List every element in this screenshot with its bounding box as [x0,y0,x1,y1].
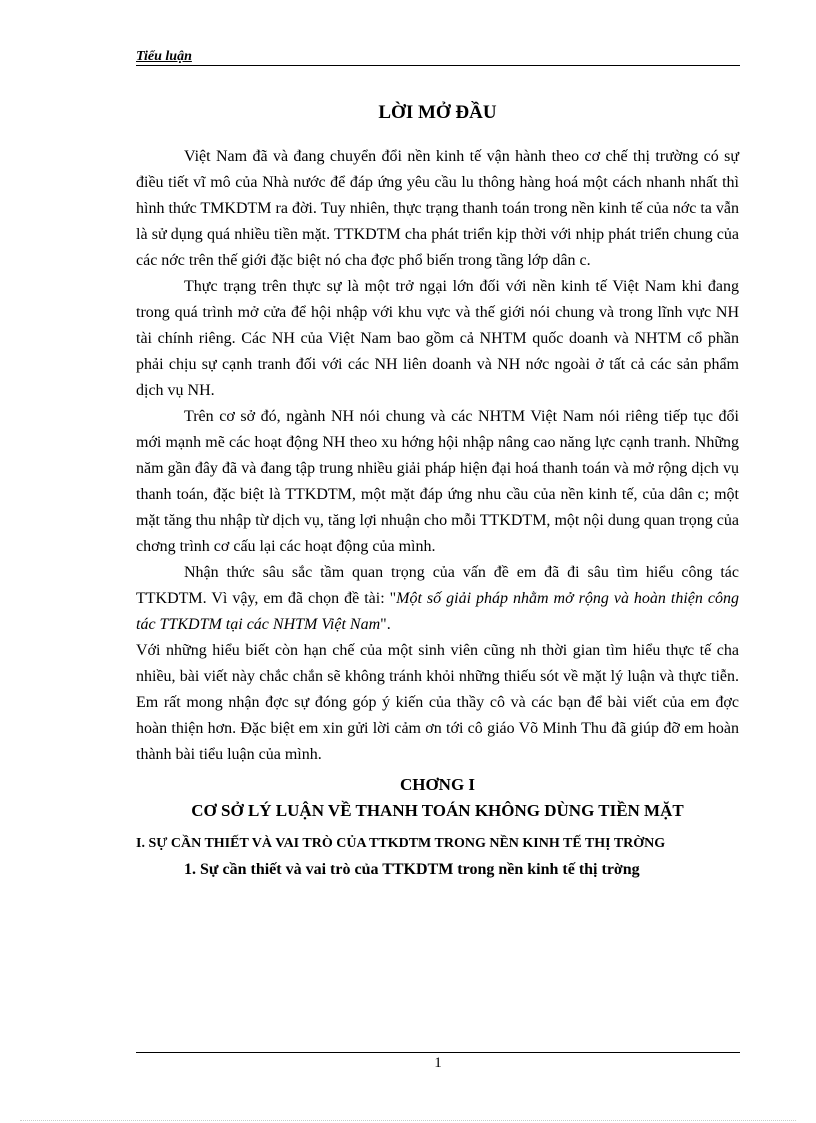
paragraph-4-lead: Nhận thức sâu sắc tầm quan trọng của vấn đề em đã đi sâu tìm hiểu công tác TTKDTM. Vì vậy, em đã chọn đề tài: " [136,564,739,607]
section-heading: I. SỰ CẦN THIẾT VÀ VAI TRÒ CỦA TTKDTM TRONG NỀN KINH TẾ THỊ TRỜNG [136,836,666,851]
page-bottom-border [20,1120,796,1121]
paragraph-3: Trên cơ sở đó, ngành NH nói chung và các NHTM Việt Nam nói riêng tiếp tục đổi mới mạnh mẽ các hoạt động NH theo xu hớng hội nhập nâng cao năng lực cạnh tranh. Những năm gần đây đã và đang tập trung nhiều giải pháp hiện đại hoá thanh toán và mở rộng dịch vụ thanh toán, đặc biệt là TTKDTM, một mặt đáp ứng nhu cầu của nền kinh tế, của dân c; một mặt tăng thu nhập từ dịch vụ, tăng lợi nhuận cho mỗi TTKDTM, một nội dung quan trọng của chơng trình cơ cấu lại các hoạt động của mình. [136,408,739,555]
chapter-title: CƠ SỞ LÝ LUẬN VỀ THANH TOÁN KHÔNG DÙNG TIỀN MẶT [191,801,684,820]
paragraph-5: Với những hiểu biết còn hạn chế của một sinh viên cũng nh thời gian tìm hiểu thực tế cha nhiều, bài viết này chắc chắn sẽ không tránh khỏi những thiếu sót về mặt lý luận và thực tiễn. Em rất mong nhận đợc sự đóng góp ý kiến của thầy cô và các bạn để bài viết của em đợc hoàn thiện hơn. Đặc biệt em xin gửi lời cảm ơn tới cô giáo Võ Minh Thu đã giúp đỡ em hoàn thành bài tiểu luận của mình. [136,642,739,763]
header-divider [136,65,740,66]
paragraph-2: Thực trạng trên thực sự là một trở ngại lớn đối với nền kinh tế Việt Nam khi đang trong quá trình mở cửa để hội nhập với khu vực và thế giới nói chung và trong lĩnh vực NH tài chính riêng. Các NH của Việt Nam bao gồm cả NHTM quốc doanh và NHTM cổ phần phải chịu sự cạnh tranh đối với các NH liên doanh và NH nớc ngoài ở tất cả các sản phẩm dịch vụ NH. [136,278,739,399]
paragraph-4 [136,560,739,638]
header-label: Tiểu luận [136,49,192,64]
footer-divider [136,1052,740,1053]
chapter-label: CHƠNG I [399,775,476,794]
page-number: 1 [434,1055,442,1071]
page-title: LỜI MỞ ĐẦU [378,102,497,123]
paragraph-4-tail: ". [380,616,391,633]
document-body [136,100,739,882]
thesis-topic: Một số giải pháp nhằm mở rộng và hoàn thiện công tác TTKDTM tại các NHTM Việt Nam [136,590,739,633]
paragraph-1: Việt Nam đã và đang chuyển đổi nền kinh tế vận hành theo cơ chế thị trường có sự điều tiết vĩ mô của Nhà nước để đáp ứng yêu cầu lu thông hàng hoá một cách nhanh nhất thì hình thức TMKDTM ra đời. Tuy nhiên, thực trạng thanh toán trong nền kinh tế của nớc ta vẫn là sử dụng quá nhiều tiền mặt. TTKDTM cha phát triển kịp thời với nhịp phát triển chung của các nớc trên thế giới đặc biệt nó cha đợc phổ biến trong tầng lớp dân c. [136,148,739,269]
subsection-heading: 1. Sự cần thiết và vai trò của TTKDTM trong nền kinh tế thị trờng [184,861,640,878]
